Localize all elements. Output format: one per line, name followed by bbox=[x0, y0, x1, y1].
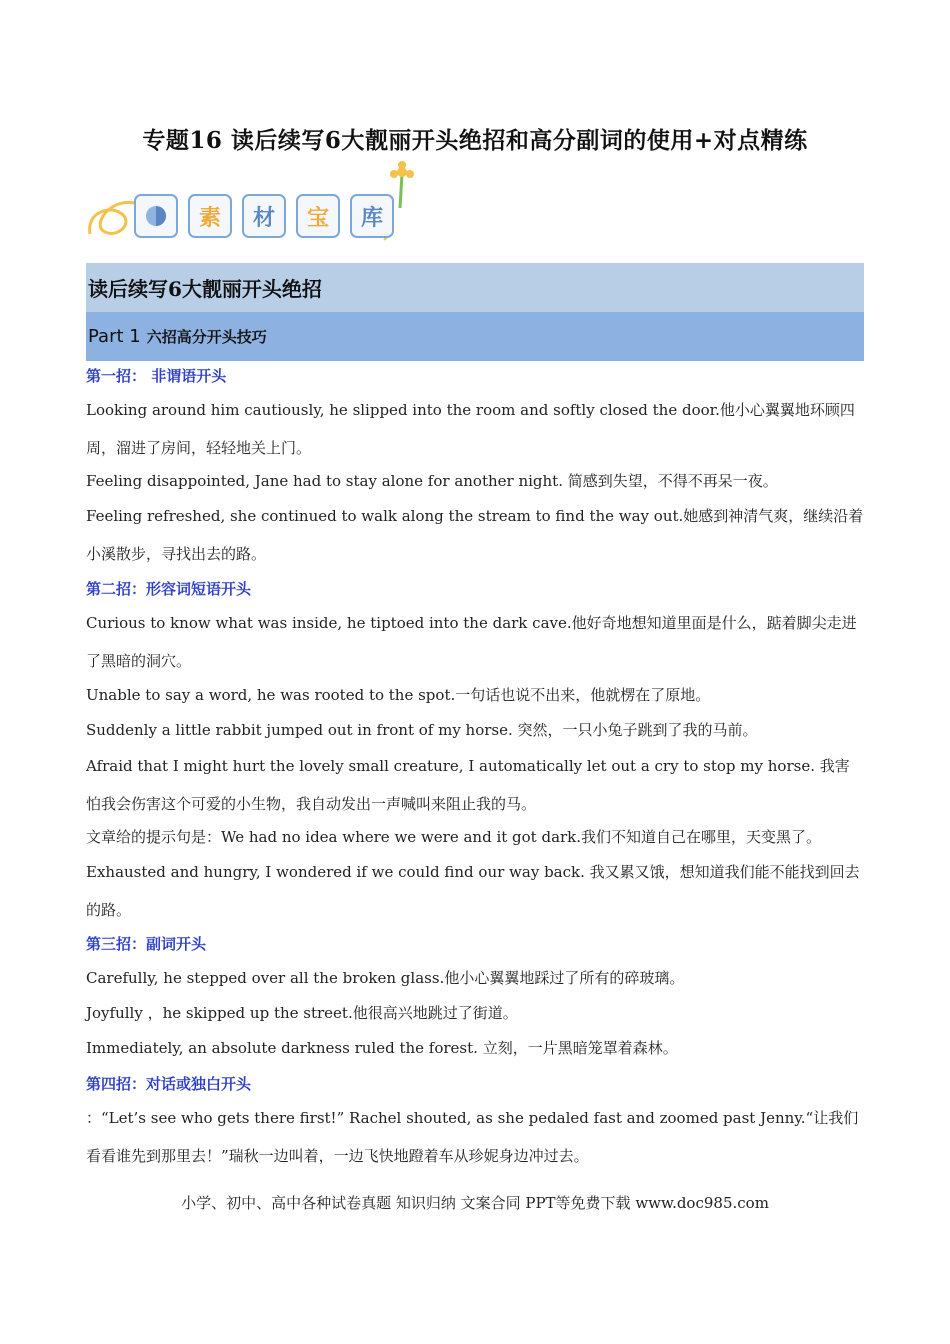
paragraph: Curious to know what was inside, he tiptoed into the dark cave.他好奇地想知道里面是什么，踮着脚尖走进了黑暗的洞穴。 bbox=[86, 614, 857, 670]
paragraph: Afraid that I might hurt the lovely small creature, I automatically let out a cry to stop my horse. 我害怕我会伤害这个可爱的小生物，我自动发出一声喊叫来阻止我的马。 bbox=[86, 757, 850, 813]
subheading-3: 第三招：副词开头 bbox=[86, 935, 207, 953]
paragraph: 文章给的提示句是：We had no idea where we were and it got dark.我们不知道自己在哪里，天变黑了。 bbox=[86, 828, 822, 846]
paragraph: Immediately, an absolute darkness ruled the forest. 立刻，一片黑暗笼罩着森林。 bbox=[86, 1039, 678, 1057]
paragraph: Exhausted and hungry, I wondered if we could find our way back. 我又累又饿，想知道我们能不能找到回去的路。 bbox=[86, 863, 860, 919]
paragraph: ：“Let’s see who gets there first!” Rachel shouted, as she pedaled fast and zoomed past Jenny.“让我们看看谁先到那里去！”瑞秋一边叫着，一边飞快地蹬着车从珍妮身边冲过去。 bbox=[86, 1109, 859, 1165]
banner-tile-4: 库 bbox=[350, 194, 394, 238]
subheading-1: 第一招： 非谓语开头 bbox=[86, 367, 227, 385]
subheading-2: 第二招：形容词短语开头 bbox=[86, 580, 252, 598]
paragraph: Suddenly a little rabbit jumped out in front of my horse. 突然，一只小兔子跳到了我的马前。 bbox=[86, 721, 758, 739]
paragraph: Joyfully ，he skipped up the street.他很高兴地跳过了街道。 bbox=[86, 1004, 518, 1022]
document-title: 专题16 读后续写6大靓丽开头绝招和高分副词的使用+对点精练 bbox=[142, 127, 808, 154]
subheading-4: 第四招：对话或独白开头 bbox=[86, 1075, 252, 1093]
banner-tile-1: 素 bbox=[188, 194, 232, 238]
part-label: Part 1 bbox=[88, 326, 141, 347]
paragraph: Feeling disappointed, Jane had to stay alone for another night. 简感到失望，不得不再呆一夜。 bbox=[86, 472, 778, 490]
paragraph: Carefully, he stepped over all the broken glass.他小心翼翼地踩过了所有的碎玻璃。 bbox=[86, 969, 685, 987]
paragraph: Unable to say a word, he was rooted to the spot.一句话也说不出来，他就楞在了原地。 bbox=[86, 686, 711, 704]
part-heading bbox=[86, 312, 864, 361]
part-title: 六招高分开头技巧 bbox=[146, 328, 267, 346]
page-footer: 小学、初中、高中各种试卷真题 知识归纳 文案合同 PPT等免费下载 www.doc985.com bbox=[181, 1194, 769, 1212]
globe-tile-icon bbox=[134, 194, 178, 238]
paragraph: Looking around him cautiously, he slipped into the room and softly closed the door.他小心翼翼地环顾四周，溜进了房间，轻轻地关上门。 bbox=[86, 401, 855, 457]
banner-tile-3: 宝 bbox=[296, 194, 340, 238]
section-heading: 读后续写6大靓丽开头绝招 bbox=[86, 263, 864, 312]
banner-tile-2: 材 bbox=[242, 194, 286, 238]
paragraph: Feeling refreshed, she continued to walk along the stream to find the way out.她感到神清气爽，继续沿着小溪散步，寻找出去的路。 bbox=[86, 507, 864, 563]
